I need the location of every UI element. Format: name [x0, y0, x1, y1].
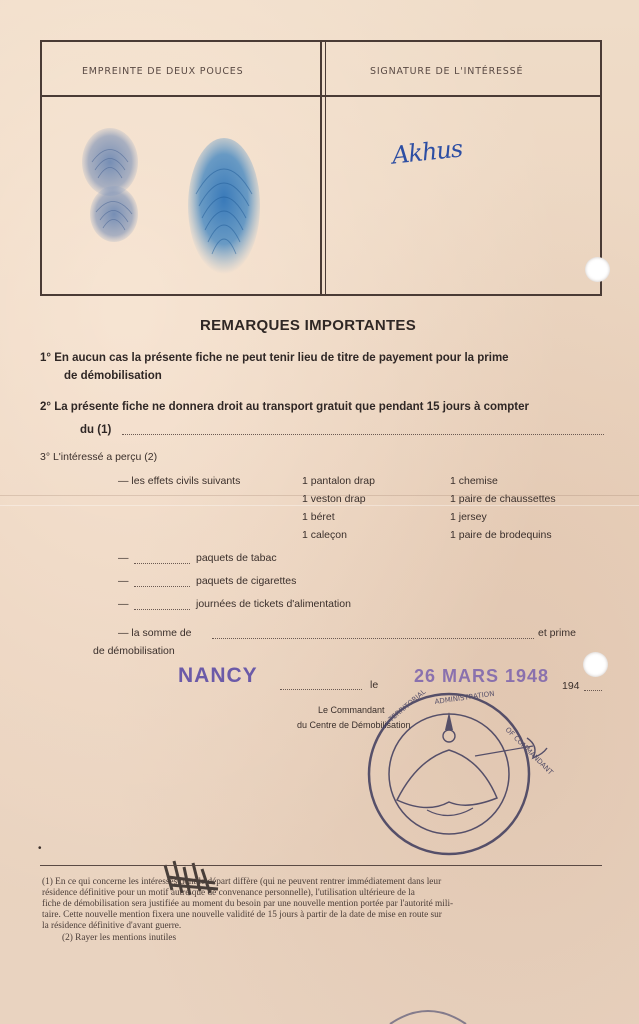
dash: — [118, 598, 129, 610]
footnote-1-line5: la résidence définitive d'avant guerre. [42, 921, 182, 931]
paper-fold [0, 505, 639, 506]
official-stamp [357, 687, 555, 860]
footnote-1-line2: résidence définitive pour un motif autre que de convenance personnelle), l'utilisation ultérieure de la [42, 888, 415, 898]
date-stamp: 26 MARS 1948 [414, 666, 550, 686]
fill-line [212, 638, 534, 639]
partial-stamp [388, 1004, 468, 1024]
le-label: le [370, 679, 379, 691]
fill-line [134, 586, 190, 587]
section-title: REMARQUES IMPORTANTES [200, 317, 417, 334]
item-tickets: journées de tickets d'alimentation [196, 598, 351, 610]
effect-item: 1 paire de chaussettes [450, 493, 556, 505]
punch-hole [583, 652, 608, 677]
fill-line [280, 689, 362, 690]
fill-line [584, 690, 602, 691]
remark-1-line2: de démobilisation [64, 370, 162, 382]
punch-hole [585, 257, 610, 282]
item-somme: — la somme de [118, 627, 192, 639]
effect-item: 1 chemise [450, 475, 498, 487]
item-cigarettes: paquets de cigarettes [196, 575, 297, 587]
svg-text:OF COMMANDANT: OF COMMANDANT [503, 725, 555, 777]
svg-text:TERRITORIAL: TERRITORIAL [387, 687, 428, 724]
footnote-1-line3: fiche de démobilisation sera justifiée au moment du besoin par une nouvelle mention portée par l'autorité mili- [42, 899, 454, 909]
left-thumbprint [70, 122, 150, 252]
holder-signature: Akhus [390, 134, 464, 170]
effect-item: 1 paire de brodequins [450, 529, 552, 541]
effect-item: 1 veston drap [302, 493, 366, 505]
divider [42, 95, 600, 97]
commandant-line1: Le Commandant [318, 705, 385, 715]
divider [320, 42, 322, 294]
remark-2-line2: du (1) [80, 424, 112, 436]
year-prefix: 194 [562, 680, 580, 692]
bullet: • [38, 843, 42, 854]
remark-2-line1: 2° La présente fiche ne donnera droit au transport gratuit que pendant 15 jours à compter [40, 401, 529, 413]
signature-label: SIGNATURE DE L'INTÉRESSÉ [370, 66, 524, 77]
fill-line [122, 434, 604, 435]
divider [325, 42, 326, 294]
right-thumbprint [182, 134, 266, 284]
effect-item: 1 caleçon [302, 529, 347, 541]
effect-item: 1 béret [302, 511, 335, 523]
thumbs-label: EMPREINTE DE DEUX POUCES [82, 66, 244, 77]
place-stamp: NANCY [178, 664, 258, 687]
fill-line [134, 563, 190, 564]
svg-text:ADMINISTRATION: ADMINISTRATION [434, 689, 495, 706]
identification-box [40, 40, 602, 296]
effect-item: 1 pantalon drap [302, 475, 375, 487]
item-tabac: paquets de tabac [196, 552, 277, 564]
dash: — [118, 552, 129, 564]
footnote-2: (2) Rayer les mentions inutiles [62, 933, 177, 943]
remark-1-line1: 1° En aucun cas la présente fiche ne peut tenir lieu de titre de payement pour la prime [40, 352, 509, 364]
item-somme-line2: de démobilisation [93, 645, 175, 657]
remark-3-line1: 3° L'intéressé a perçu (2) [40, 451, 158, 463]
effects-intro: — les effets civils suivants [118, 475, 241, 487]
fill-line [134, 609, 190, 610]
footnote-1-line4: taire. Cette nouvelle mention fixera une nouvelle validité de 15 jours à partir de la date de mise en route sur [42, 910, 442, 920]
footnote-rule [40, 865, 602, 866]
commandant-line2: du Centre de Démobilisation [297, 720, 411, 730]
item-somme-end: et prime [538, 627, 576, 639]
dash: — [118, 575, 129, 587]
effect-item: 1 jersey [450, 511, 487, 523]
footnote-1-line1: (1) En ce qui concerne les intéressés dont le départ diffère (qui ne peuvent rentrer immédiatement dans leur [42, 877, 442, 887]
